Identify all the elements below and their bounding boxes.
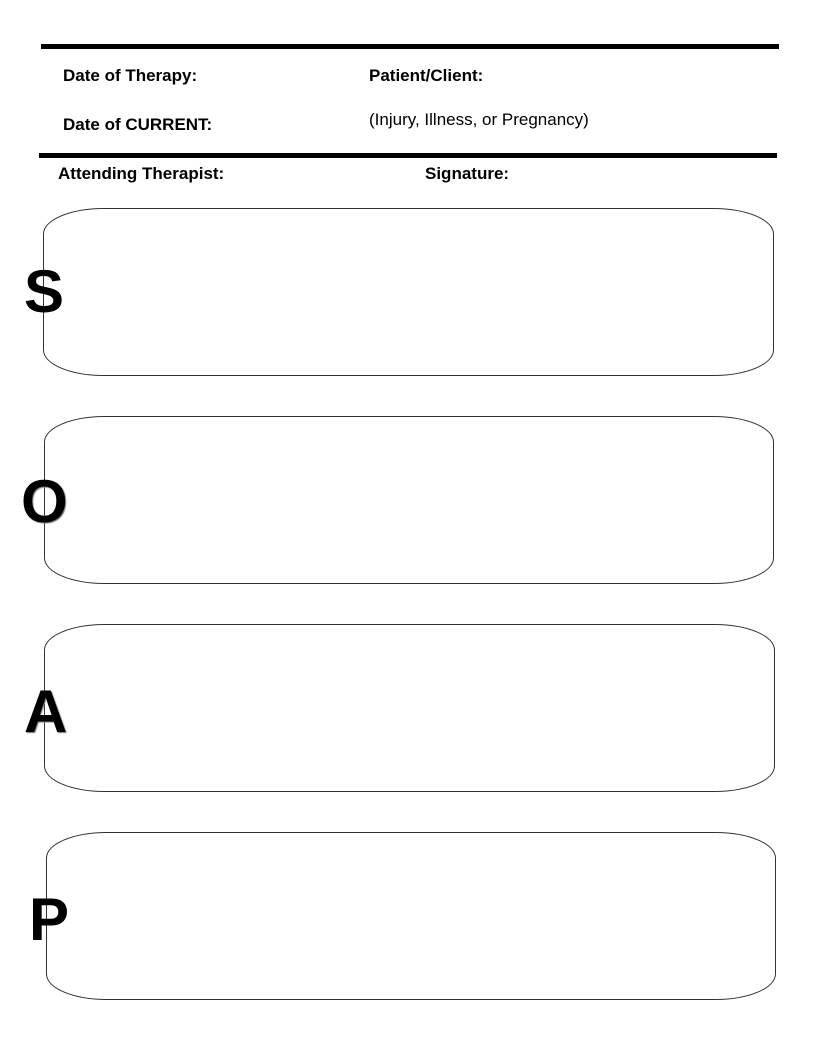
subjective-letter: S	[24, 258, 65, 325]
objective-box[interactable]	[44, 416, 774, 584]
patient-client-label: Patient/Client:	[369, 66, 484, 85]
subjective-box[interactable]	[43, 208, 774, 376]
signature-label: Signature:	[425, 164, 510, 183]
assessment-letter: A	[24, 678, 68, 745]
plan-letter: P	[29, 886, 70, 953]
top-divider	[41, 44, 779, 49]
date-of-therapy-label: Date of Therapy:	[63, 66, 198, 85]
attending-therapist-label: Attending Therapist:	[58, 164, 225, 183]
current-condition-note: (Injury, Illness, or Pregnancy)	[369, 110, 589, 129]
date-of-current-label: Date of CURRENT:	[63, 115, 213, 134]
middle-divider	[39, 153, 777, 158]
plan-box[interactable]	[46, 832, 776, 1000]
objective-letter: O	[21, 468, 68, 535]
assessment-box[interactable]	[44, 624, 775, 792]
